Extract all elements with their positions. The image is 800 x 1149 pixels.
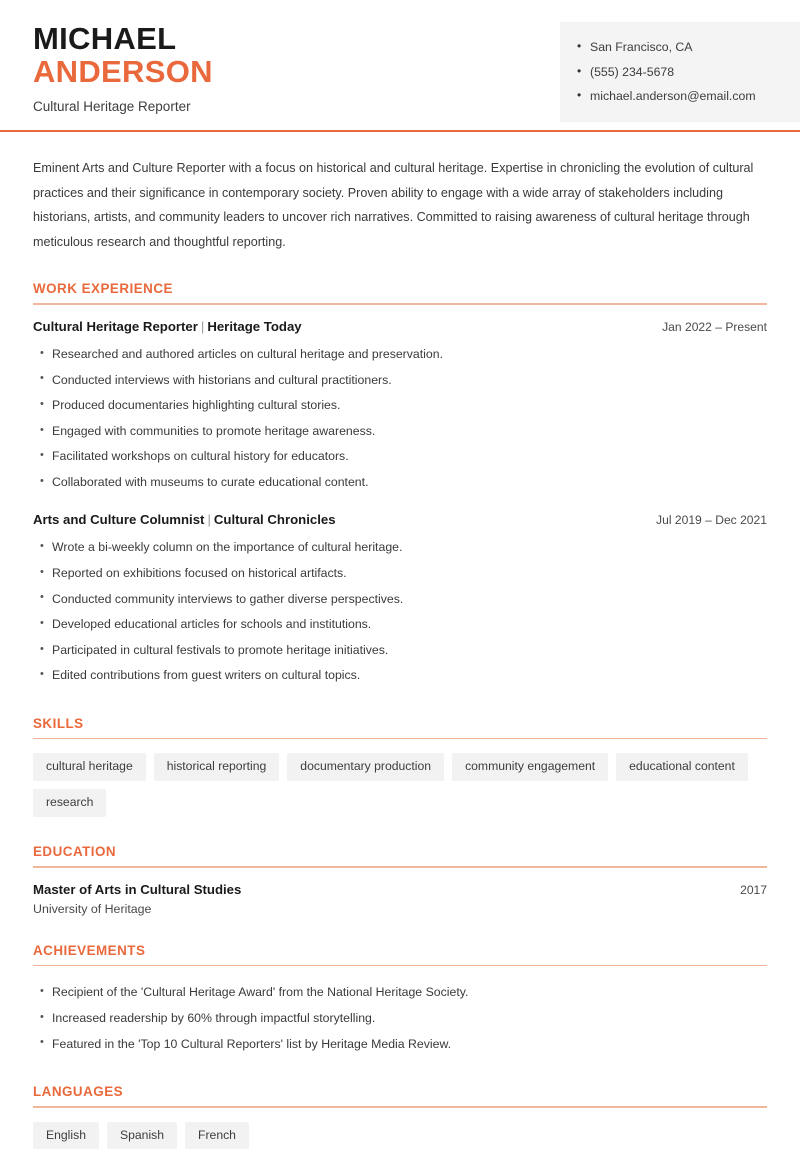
contact-phone: • (555) 234-5678 [590, 60, 790, 85]
achievements-list [33, 980, 767, 1057]
experience-title-line [33, 512, 336, 527]
bullet-item: • Edited contributions from guest writers on cultural topics. [52, 663, 767, 689]
education-degree: Master of Arts in Cultural Studies [33, 881, 242, 897]
experience-dates: Jan 2022 – Present [662, 319, 767, 334]
experience-entry [33, 512, 767, 688]
skill-chip: documentary production [287, 753, 444, 781]
skill-chip: educational content [616, 753, 748, 781]
language-chip: Spanish [107, 1122, 177, 1149]
experience-dates: Jul 2019 – Dec 2021 [656, 513, 767, 528]
header-divider [0, 130, 800, 132]
bullet-item: • Participated in cultural festivals to promote heritage initiatives. [52, 638, 767, 664]
first-name: MICHAEL [33, 21, 177, 56]
experience-bullets [33, 535, 767, 688]
section-languages [33, 1084, 767, 1149]
section-education [33, 844, 767, 916]
section-skills [33, 716, 767, 817]
section-divider [33, 965, 767, 967]
skills-chip-list [33, 753, 767, 817]
skill-chip: community engagement [452, 753, 608, 781]
languages-chip-list [33, 1122, 767, 1149]
section-divider [33, 1106, 767, 1108]
experience-role: Arts and Culture Columnist [33, 512, 205, 528]
education-entry [33, 882, 767, 916]
contact-list [560, 35, 800, 109]
experience-role: Cultural Heritage Reporter [33, 318, 198, 334]
section-divider [33, 738, 767, 740]
bullet-item: • Facilitated workshops on cultural history for educators. [52, 444, 767, 470]
section-title-skills: SKILLS [33, 715, 84, 731]
contact-location: • San Francisco, CA [590, 35, 790, 60]
contact-email: • michael.anderson@email.com [590, 84, 790, 109]
section-divider [33, 303, 767, 305]
bullet-item: • Developed educational articles for schools and institutions. [52, 612, 767, 638]
title-separator: | [207, 512, 211, 528]
resume-body [0, 156, 800, 1149]
bullet-item: • Engaged with communities to promote heritage awareness. [52, 419, 767, 445]
experience-entry-header [33, 512, 767, 527]
bullet-item: • Researched and authored articles on cultural heritage and preservation. [52, 342, 767, 368]
last-name: ANDERSON [33, 54, 213, 90]
section-divider [33, 866, 767, 868]
title-separator: | [200, 318, 205, 334]
experience-title-line [33, 319, 302, 334]
experience-company: Heritage Today [207, 318, 302, 334]
skill-chip: cultural heritage [33, 753, 146, 781]
education-entry-header [33, 882, 767, 897]
section-title-languages: LANGUAGES [33, 1083, 124, 1099]
bullet-item: • Collaborated with museums to curate educational content. [52, 470, 767, 496]
section-title-achievements: ACHIEVEMENTS [33, 942, 146, 958]
bullet-item: • Reported on exhibitions focused on historical artifacts. [52, 561, 767, 587]
bullet-item: • Conducted interviews with historians and cultural practitioners. [52, 367, 767, 393]
skill-chip: research [33, 789, 106, 817]
skill-chip: historical reporting [154, 753, 280, 781]
language-chip: English [33, 1122, 99, 1149]
section-title-education: EDUCATION [33, 844, 117, 860]
section-achievements [33, 943, 767, 1057]
bullet-item: • Produced documentaries highlighting cultural stories. [52, 393, 767, 419]
bullet-item: • Recipient of the 'Cultural Heritage Award' from the National Heritage Society. [52, 980, 767, 1006]
language-chip: French [185, 1122, 249, 1149]
contact-info-box [560, 22, 800, 122]
bullet-item: • Conducted community interviews to gather diverse perspectives. [52, 586, 767, 612]
header-identity [0, 0, 213, 114]
experience-bullets [33, 342, 767, 495]
experience-company: Cultural Chronicles [213, 512, 336, 528]
professional-summary: Eminent Arts and Culture Reporter with a focus on historical and cultural heritage. Expertise in chronicling the evolution of cultural practices and their significance in contemporary society. Proven ability to engage with a wide array of stakeholders including historians, artists, and community leaders to uncover rich narratives. Committed to raising awareness of cultural heritage through meticulous research and thoughtful reporting. [33, 161, 754, 249]
education-institution: University of Heritage [33, 901, 152, 916]
experience-entry-header [33, 319, 767, 334]
bullet-item: • Featured in the 'Top 10 Cultural Reporters' list by Heritage Media Review. [52, 1031, 767, 1057]
experience-entry [33, 319, 767, 495]
bullet-item: • Increased readership by 60% through impactful storytelling. [52, 1006, 767, 1032]
bullet-item: • Wrote a bi-weekly column on the importance of cultural heritage. [52, 535, 767, 561]
section-work-experience [33, 281, 767, 689]
education-year: 2017 [740, 882, 767, 897]
section-title-work-experience: WORK EXPERIENCE [33, 281, 173, 297]
professional-headline: Cultural Heritage Reporter [33, 98, 191, 114]
resume-header [0, 0, 800, 130]
